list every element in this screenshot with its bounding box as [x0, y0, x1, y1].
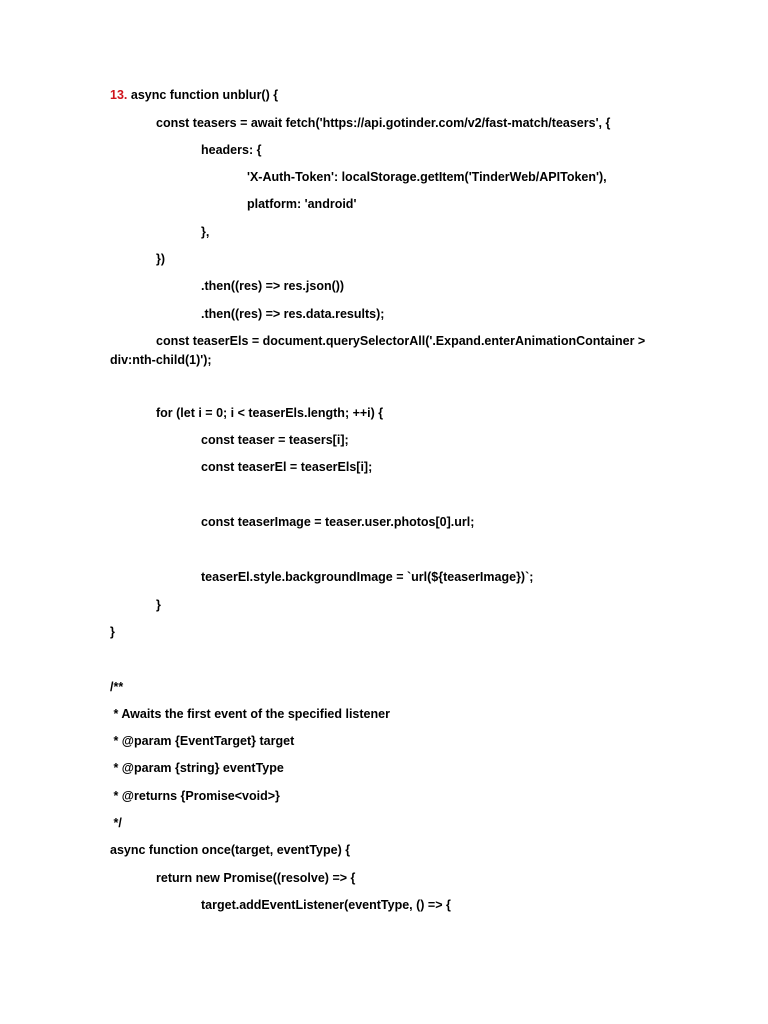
list-number: 13.	[110, 88, 128, 102]
code-line-16: teaserEl.style.backgroundImage = `url(${teaserImage})`;	[201, 570, 534, 584]
comment-line-3: * @param {EventTarget} target	[110, 734, 295, 748]
code-line-9: .then((res) => res.data.results);	[201, 307, 385, 321]
code-line-10: const teaserEls = document.querySelectorAll('.Expand.enterAnimationContainer >	[156, 334, 646, 348]
comment-line-4: * @param {string} eventType	[110, 761, 284, 775]
code-line-4: 'X-Auth-Token': localStorage.getItem('TinderWeb/APIToken'),	[247, 170, 607, 184]
code-line-15: const teaserImage = teaser.user.photos[0].url;	[201, 515, 475, 529]
code-line-3: headers: {	[201, 143, 262, 157]
code-text: async function unblur() {	[130, 88, 279, 102]
code-line-17: }	[156, 598, 161, 612]
code-line-8: .then((res) => res.json())	[201, 279, 345, 293]
code-line-21: target.addEventListener(eventType, () => {	[201, 898, 451, 912]
code-line-7: })	[156, 252, 166, 266]
comment-line-1: /**	[110, 680, 124, 694]
code-line-11: div:nth-child(1)');	[110, 353, 212, 367]
code-line-5: platform: 'android'	[247, 197, 357, 211]
comment-line-5: * @returns {Promise<void>}	[110, 789, 280, 803]
comment-line-6: */	[110, 816, 122, 830]
code-line-20: return new Promise((resolve) => {	[156, 871, 356, 885]
code-line-2: const teasers = await fetch('https://api.gotinder.com/v2/fast-match/teasers', {	[156, 116, 611, 130]
code-line-12: for (let i = 0; i < teaserEls.length; ++i) {	[156, 406, 384, 420]
code-line-1	[110, 87, 278, 103]
code-line-18: }	[110, 625, 115, 639]
code-line-14: const teaserEl = teaserEls[i];	[201, 460, 373, 474]
code-line-19: async function once(target, eventType) {	[110, 843, 351, 857]
code-line-6: },	[201, 225, 210, 239]
comment-line-2: * Awaits the first event of the specified listener	[110, 707, 390, 721]
code-line-13: const teaser = teasers[i];	[201, 433, 349, 447]
